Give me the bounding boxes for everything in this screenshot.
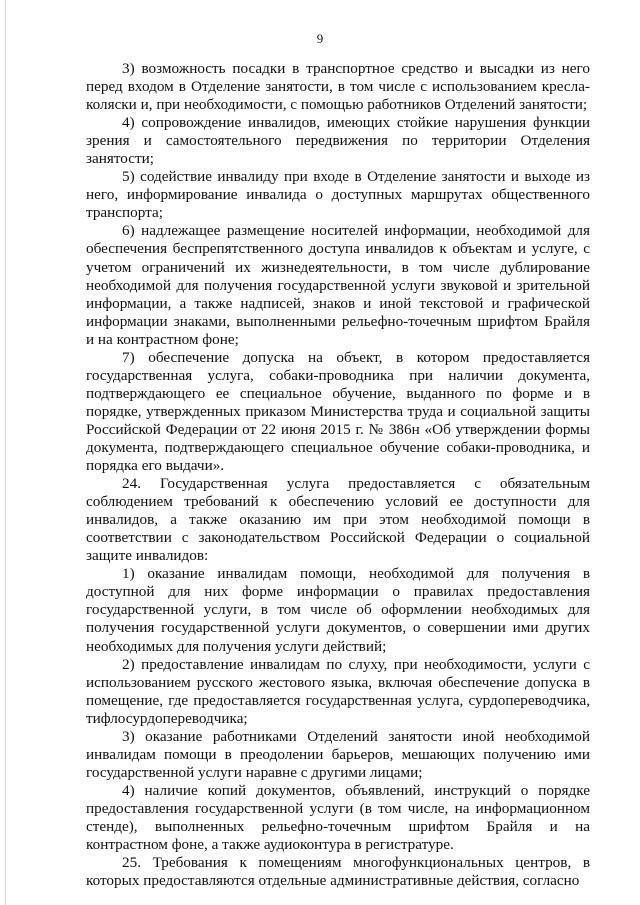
- page-number: 9: [316, 31, 324, 46]
- paragraph-item-6-information-carriers: 6) надлежащее размещение носителей информации, необходимой для обеспечения беспрепятственного доступа инвалидов к объектам и услуге, с учетом ограничений их жизнедеятельности, в том числе дублирование необходимой для получения государственной услуги звуковой и зрительной информации, а также надписей, знаков и иной текстовой и графической информации знаками, выполненными рельефно-точечным шрифтом Брайля и на контрастном фоне;: [86, 222, 590, 348]
- document-body: [86, 60, 590, 890]
- paragraph-section-24-item-2: 2) предоставление инвалидам по слуху, при необходимости, услуги с использованием русского жестового языка, включая обеспечение допуска в помещение, где предоставляется государственная услуга, сурдопереводчика, тифлосурдопереводчика;: [86, 655, 590, 727]
- paragraph-section-25: 25. Требования к помещениям многофункциональных центров, в которых предоставляются отдельные административные действия, согласно: [86, 854, 590, 890]
- paragraph-item-3-transport: 3) возможность посадки в транспортное средство и высадки из него перед входом в Отделение занятости, в том числе с использованием кресла-коляски и, при необходимости, с помощью работников Отделений занятости;: [86, 60, 590, 114]
- paragraph-section-24-item-3: 3) оказание работниками Отделений занятости иной необходимой инвалидам помощи в преодолении барьеров, мешающих получению ими государственной услуги наравне с другими лицами;: [86, 727, 590, 781]
- paragraph-section-24-item-4: 4) наличие копий документов, объявлений, инструкций о порядке предоставления государственной услуги (в том числе, на информационном стенде), выполненных рельефно-точечным шрифтом Брайля и на контрастном фоне, а также аудиоконтура в регистратуре.: [86, 781, 590, 854]
- paragraph-section-24-item-1: 1) оказание инвалидам помощи, необходимой для получения в доступной для них форме информации о правилах предоставления государственной услуги, в том числе об оформлении необходимых для получения государственной услуги документов, о совершении ими других необходимых для получения услуги действий;: [86, 565, 590, 655]
- page-edge: [5, 0, 6, 905]
- paragraph-item-5-entry-assistance: 5) содействие инвалиду при входе в Отделение занятости и выходе из него, информирование инвалида о доступных маршрутах общественного транспорта;: [86, 168, 590, 222]
- paragraph-section-24: 24. Государственная услуга предоставляется с обязательным соблюдением требований к обеспечению условий ее доступности для инвалидов, а также оказанию им при этом необходимой помощи в соответствии с законодательством Российской Федерации о социальной защите инвалидов:: [86, 475, 590, 565]
- paragraph-item-7-guide-dog: 7) обеспечение допуска на объект, в котором предоставляется государственная услуга, собаки-проводника при наличии документа, подтверждающего ее специальное обучение, выданного по форме и в порядке, утвержденных приказом Министерства труда и социальной защиты Российской Федерации от 22 июня 2015 г. № 386н «Об утверждении формы документа, подтверждающего специальное обучение собаки-проводника, и порядка его выдачи».: [86, 348, 590, 475]
- paragraph-item-4-escort: 4) сопровождение инвалидов, имеющих стойкие нарушения функции зрения и самостоятельного передвижения по территории Отделения занятости;: [86, 114, 590, 168]
